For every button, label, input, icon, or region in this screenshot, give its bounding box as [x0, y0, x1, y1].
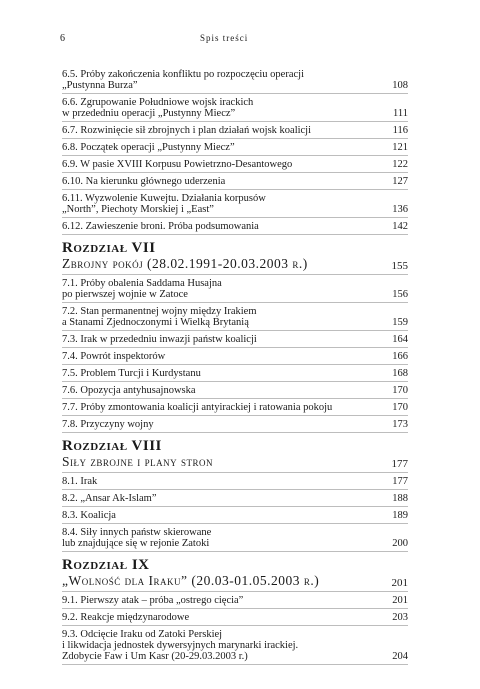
toc-entry-title: 6.5. Próby zakończenia konfliktu po rozpoczęciu operacji „Pustynna Burza” — [62, 69, 304, 91]
toc-entry — [62, 122, 408, 139]
toc-entry — [62, 399, 408, 416]
toc-entry-page: 173 — [392, 419, 408, 430]
toc-entry-title: 7.3. Irak w przededniu inwazji państw koalicji — [62, 334, 257, 345]
toc-entry — [62, 609, 408, 626]
toc-entry — [62, 331, 408, 348]
toc-entry — [62, 473, 408, 490]
toc-entry — [62, 94, 408, 122]
chapter-label: Rozdział VIII — [62, 438, 162, 454]
chapter-label: Rozdział VII — [62, 240, 156, 256]
toc-entry — [62, 507, 408, 524]
toc-entry — [62, 139, 408, 156]
toc-entry-title: 6.9. W pasie XVIII Korpusu Powietrzno-Desantowego — [62, 159, 293, 170]
chapter-label: Rozdział IX — [62, 557, 150, 573]
toc-entry-title: 8.4. Siły innych państw skierowane lub znajdujące się w rejonie Zatoki — [62, 527, 212, 549]
toc-entry — [62, 173, 408, 190]
table-of-contents — [62, 66, 408, 665]
toc-entry — [62, 66, 408, 94]
toc-entry-title: 7.6. Opozycja antyhusajnowska — [62, 385, 196, 396]
toc-entry-page: 204 — [392, 651, 408, 662]
toc-entry-page: 122 — [392, 159, 408, 170]
toc-entry-page: 203 — [392, 612, 408, 623]
toc-entry — [62, 365, 408, 382]
toc-entry — [62, 218, 408, 235]
toc-entry — [62, 156, 408, 173]
toc-entry-title: 7.5. Problem Turcji i Kurdystanu — [62, 368, 201, 379]
toc-entry-page: 164 — [392, 334, 408, 345]
toc-entry-page: 159 — [392, 317, 408, 328]
toc-entry-title: 7.7. Próby zmontowania koalicji antyirackiej i ratowania pokoju — [62, 402, 333, 413]
toc-entry-title: 7.4. Powrót inspektorów — [62, 351, 166, 362]
toc-entry-title: 7.2. Stan permanentnej wojny między Irakiem a Stanami Zjednoczonymi i Wielką Brytanią — [62, 306, 257, 328]
toc-entry — [62, 416, 408, 433]
toc-entry-title: 9.2. Reakcje międzynarodowe — [62, 612, 190, 623]
page-number: 6 — [60, 33, 65, 44]
toc-entry — [62, 348, 408, 365]
toc-entry-title: 6.11. Wyzwolenie Kuwejtu. Działania korpusów „North”, Piechoty Morskiej i „East” — [62, 193, 266, 215]
toc-entry — [62, 524, 408, 552]
toc-entry — [62, 190, 408, 218]
chapter-page: 155 — [391, 260, 408, 272]
toc-entry-title: 9.3. Odcięcie Iraku od Zatoki Perskiej i likwidacja jednostek dywersyjnych marynarki irackiej. Zdobycie Faw i Um Kasr (20-29.03.2003 r.) — [62, 629, 299, 662]
toc-entry-page: 200 — [392, 538, 408, 549]
toc-entry — [62, 275, 408, 303]
toc-entry-page: 170 — [392, 402, 408, 413]
chapter-title: Zbrojny pokój (28.02.1991-20.03.2003 r.) — [62, 256, 308, 271]
toc-entry-title: 9.1. Pierwszy atak – próba „ostrego cięcia” — [62, 595, 244, 606]
chapter-heading — [62, 555, 408, 592]
toc-entry-title: 6.12. Zawieszenie broni. Próba podsumowania — [62, 221, 259, 232]
toc-entry-page: 108 — [392, 80, 408, 91]
toc-entry — [62, 382, 408, 399]
toc-entry-title: 7.1. Próby obalenia Saddama Husajna po pierwszej wojnie w Zatoce — [62, 278, 222, 300]
toc-entry — [62, 592, 408, 609]
chapter-title: Siły zbrojne i plany stron — [62, 454, 214, 469]
toc-entry-page: 121 — [392, 142, 408, 153]
toc-entry-page: 111 — [393, 108, 408, 119]
toc-entry — [62, 626, 408, 665]
toc-entry-title: 8.3. Koalicja — [62, 510, 116, 521]
chapter-heading — [62, 238, 408, 275]
toc-entry — [62, 490, 408, 507]
toc-entry-page: 116 — [392, 125, 408, 136]
chapter-heading — [62, 436, 408, 473]
toc-entry-title: 6.6. Zgrupowanie Południowe wojsk irackich w przededniu operacji „Pustynny Miecz” — [62, 97, 254, 119]
toc-entry — [62, 303, 408, 331]
toc-entry-page: 156 — [392, 289, 408, 300]
toc-entry-title: 8.1. Irak — [62, 476, 98, 487]
toc-entry-page: 166 — [392, 351, 408, 362]
toc-entry-page: 170 — [392, 385, 408, 396]
toc-entry-title: 8.2. „Ansar Ak-Islam” — [62, 493, 157, 504]
toc-entry-page: 201 — [392, 595, 408, 606]
toc-entry-title: 6.8. Początek operacji „Pustynny Miecz” — [62, 142, 235, 153]
toc-entry-title: 7.8. Przyczyny wojny — [62, 419, 154, 430]
toc-entry-title: 6.10. Na kierunku głównego uderzenia — [62, 176, 226, 187]
chapter-title: „Wolność dla Iraku” (20.03-01.05.2003 r.) — [62, 573, 320, 588]
toc-entry-title: 6.7. Rozwinięcie sił zbrojnych i plan działań wojsk koalicji — [62, 125, 312, 136]
toc-entry-page: 142 — [392, 221, 408, 232]
toc-entry-page: 189 — [392, 510, 408, 521]
toc-entry-page: 168 — [392, 368, 408, 379]
toc-entry-page: 127 — [392, 176, 408, 187]
running-head: Spis treści — [200, 33, 249, 43]
toc-entry-page: 136 — [392, 204, 408, 215]
chapter-page: 201 — [391, 577, 408, 589]
toc-entry-page: 177 — [392, 476, 408, 487]
chapter-page: 177 — [391, 458, 408, 470]
toc-entry-page: 188 — [392, 493, 408, 504]
